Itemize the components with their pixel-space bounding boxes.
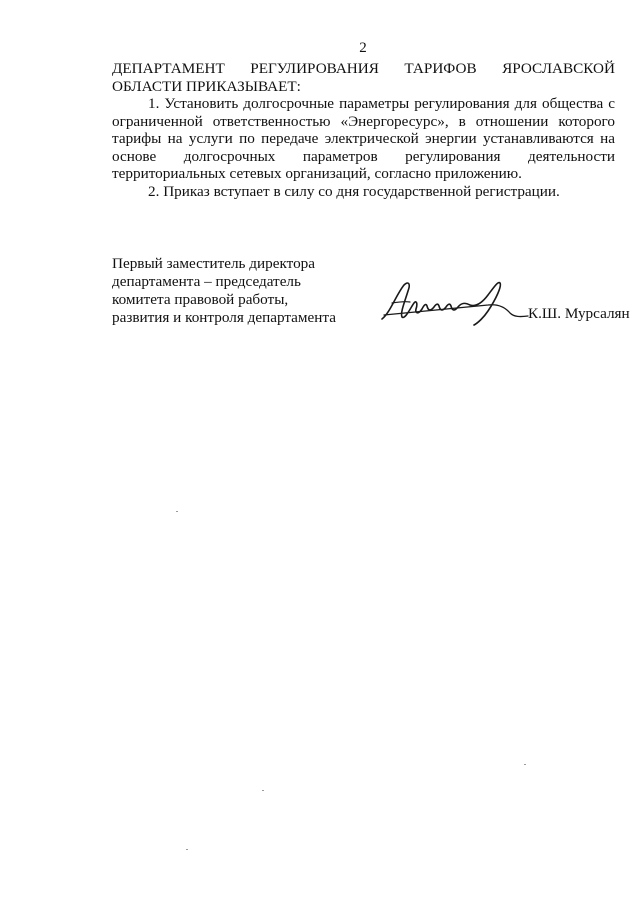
- heading-line-1: [112, 60, 615, 78]
- signer-name: К.Ш. Мурсалян: [528, 305, 630, 322]
- heading-word: ТАРИФОВ: [404, 60, 477, 77]
- position-line: развития и контроля департамента: [112, 309, 336, 326]
- document-body: [112, 60, 615, 200]
- position-line: Первый заместитель директора: [112, 255, 315, 272]
- heading-word: ДЕПАРТАМЕНТ: [112, 60, 225, 77]
- scan-artifact: [186, 849, 188, 850]
- heading-line-2: ОБЛАСТИ ПРИКАЗЫВАЕТ:: [112, 77, 301, 95]
- heading-word: РЕГУЛИРОВАНИЯ: [250, 60, 379, 77]
- heading-word: ЯРОСЛАВСКОЙ: [502, 60, 615, 77]
- handwritten-signature: [378, 273, 530, 328]
- order-heading: [112, 60, 615, 95]
- position-line: департамента – председатель: [112, 273, 301, 290]
- page-number: 2: [359, 40, 367, 56]
- scan-artifact: [524, 764, 526, 765]
- scan-artifact: [262, 790, 264, 791]
- paragraph-2: 2. Приказ вступает в силу со дня государственной регистрации.: [148, 182, 560, 200]
- paragraph-1: 1. Установить долгосрочные параметры регулирования для общества с ограниченной ответственностью «Энергоресурс», в отношении которого тарифы на услуги по передаче электрической энергии устанавливаются на основе долгосрочных параметров регулирования деятельности территориальных сетевых организаций, согласно приложению.: [112, 95, 615, 182]
- position-line: комитета правовой работы,: [112, 291, 289, 308]
- scan-artifact: [176, 511, 178, 512]
- signatory-position: [112, 255, 352, 327]
